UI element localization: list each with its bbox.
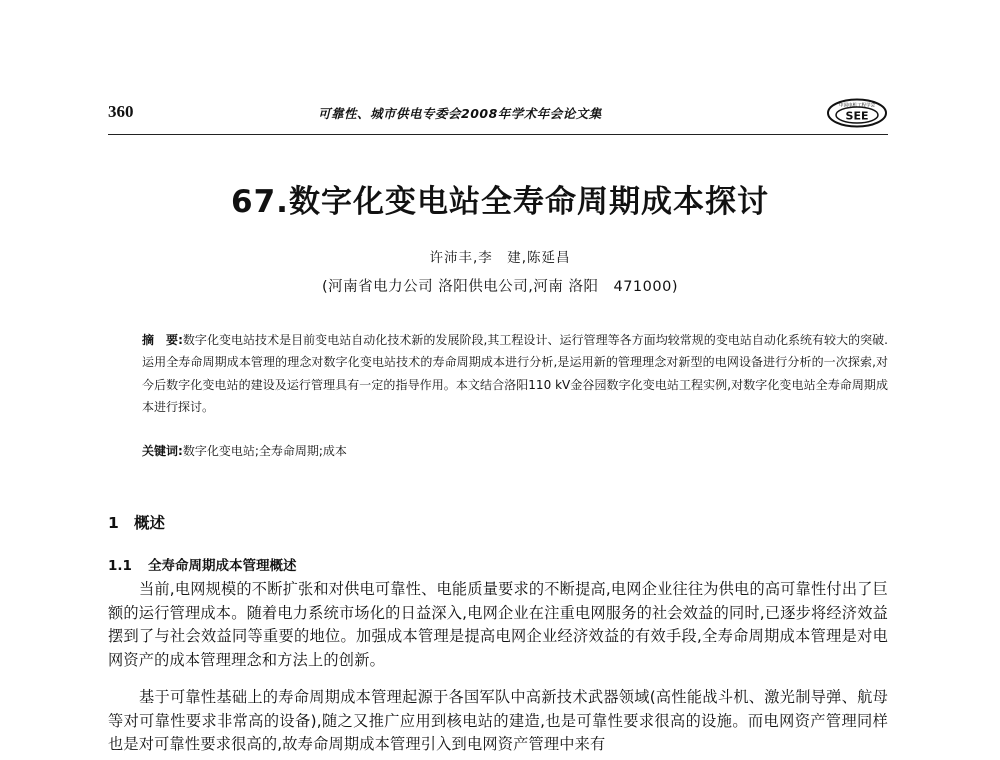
keywords-text: 数字化变电站;全寿命周期;成本 [182,444,347,458]
subsection-heading [108,554,297,574]
logo-text: SEE [845,109,869,123]
page-header [108,98,888,134]
abstract-text: 数字化变电站技术是目前变电站自动化技术新的发展阶段,其工程设计、运行管理等各方面均较常规的变电站自动化系统有较大的突破.运用全寿命周期成本管理的理念对数字化变电站技术的寿命周期成本进行分析,是运用新的管理理念对新型的电网设备进行分析的一次探索,对今后数字化变电站的建设及运行管理具有一定的指导作用。本文结合洛阳110 kV金谷园数字化变电站工程实例,对数字化变电站全寿命周期成本进行探讨。 [142,333,888,415]
section-number: 1 [108,514,119,532]
body-paragraph: 基于可靠性基础上的寿命周期成本管理起源于各国军队中高新技术武器领域(高性能战斗机、激光制导弹、航母等对可靠性要求非常高的设备),随之又推广应用到核电站的建造,也是可靠性要求很高的设施。而电网资产管理同样也是对可靠性要求很高的,故寿命周期成本管理引入到电网资产管理中来有 [108,688,888,754]
running-head: 可靠性、城市供电专委会2008年学术年会论文集 [318,106,602,121]
see-logo [826,98,888,128]
header-rule [108,134,888,135]
subsection-title: 全寿命周期成本管理概述 [148,558,297,574]
keywords [142,442,888,459]
authors: 许沛丰,李 建,陈延昌 [429,250,571,266]
section-title: 概述 [134,514,166,532]
keywords-label: 关键词: [142,444,183,458]
abstract-label: 摘 要: [142,333,183,347]
section-heading [108,511,165,533]
body-paragraph: 当前,电网规模的不断扩张和对供电可靠性、电能质量要求的不断提高,电网企业往往为供电的高可靠性付出了巨额的运行管理成本。随着电力系统市场化的日益深入,电网企业在注重电网服务的社会效益的同时,已逐步将经济效益摆到了与社会效益同等重要的地位。加强成本管理是提高电网企业经济效益的有效手段,全寿命周期成本管理是对电网资产的成本管理理念和方法上的创新。 [108,580,888,669]
abstract [142,329,888,419]
subsection-number: 1.1 [108,558,132,574]
logo-subtext: 中国电机工程学会 [839,103,875,109]
page-number: 360 [108,102,134,121]
affiliation: (河南省电力公司 洛阳供电公司,河南 洛阳 471000) [322,279,678,295]
paper-title: 67.数字化变电站全寿命周期成本探讨 [231,184,769,220]
